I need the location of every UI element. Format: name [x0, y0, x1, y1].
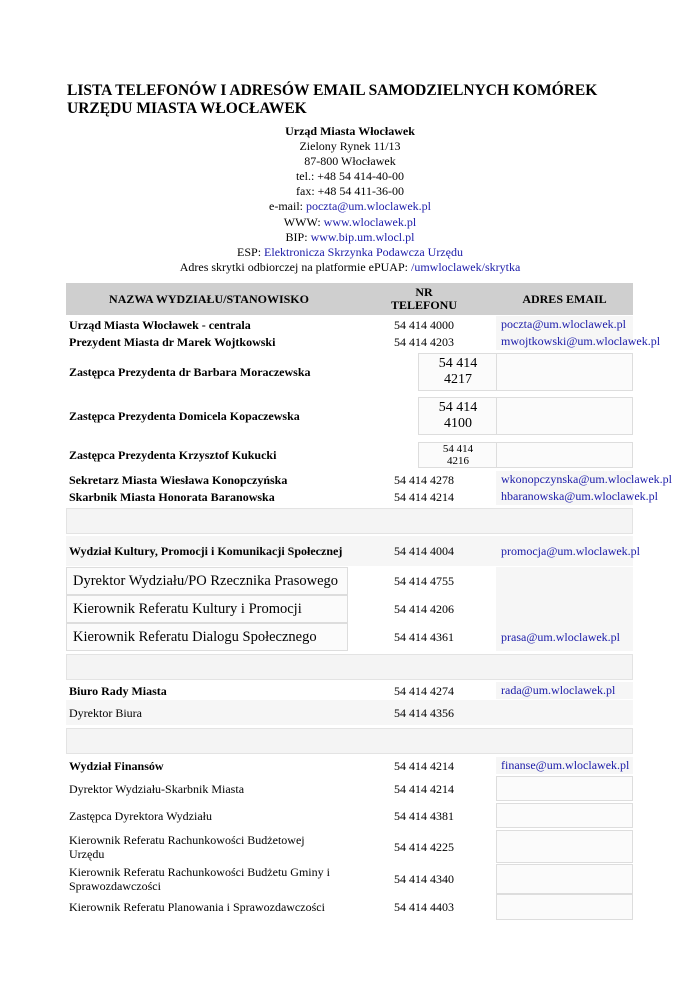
table-row: [66, 894, 633, 920]
row-name: Urząd Miasta Włocławek - centrala: [69, 317, 251, 332]
row-phone: 54 414 4274: [394, 683, 454, 698]
tel: tel.: +48 54 414-40-00: [295, 169, 405, 184]
row-phone: 54 414 4004: [394, 544, 454, 558]
row-name: Zastępca Prezydenta Domicela Kopaczewska: [69, 409, 300, 423]
row-name: Skarbnik Miasta Honorata Baranowska: [69, 489, 275, 504]
row-phone: 54 414 4203: [394, 334, 454, 349]
row-phone: 54 414 4214: [394, 758, 454, 773]
row-email[interactable]: finanse@um.wloclawek.pl: [496, 757, 633, 774]
row-email: [496, 700, 633, 725]
www-line: [0, 215, 700, 230]
row-email: [496, 442, 633, 468]
row-phone: 54 414 4381: [394, 808, 454, 823]
section-spacer: [66, 654, 633, 680]
table-header: [66, 283, 633, 315]
row-phone: [418, 397, 498, 435]
table-row: [66, 700, 633, 725]
row-email: [496, 864, 633, 894]
street: Zielony Rynek 11/13: [299, 139, 401, 154]
row-phone: 54 414 4214: [394, 781, 454, 796]
row-name: Dyrektor Wydziału-Skarbnik Miasta: [69, 781, 245, 796]
row-name: Kierownik Referatu Rachunkowości Budżetowej Urzędu: [69, 832, 305, 861]
table-row: [66, 471, 673, 488]
table-row: [66, 803, 633, 828]
epuap-link[interactable]: /umwloclawek/skrytka: [410, 259, 521, 274]
table-row: [66, 595, 633, 623]
row-email[interactable]: poczta@um.wloclawek.pl: [496, 316, 633, 333]
esp-label: ESP:: [237, 244, 265, 259]
row-email: [496, 830, 633, 863]
row-name: Prezydent Miasta dr Marek Wojtkowski: [69, 334, 276, 349]
row-email: [496, 353, 633, 391]
bip-label: BIP:: [285, 229, 311, 244]
row-phone-text: 54 414 4217: [438, 356, 478, 387]
row-name: Wydział Finansów: [69, 758, 164, 773]
epuap-line: [0, 260, 700, 275]
row-email: [496, 803, 633, 828]
email-link[interactable]: poczta@um.wloclawek.pl: [305, 199, 431, 214]
row-phone: [418, 442, 498, 468]
row-email: [496, 894, 633, 920]
row-phone: 54 414 4403: [394, 900, 454, 914]
row-name: Wydział Kultury, Promocji i Komunikacji Społecznej: [69, 544, 343, 558]
www-link[interactable]: www.wloclawek.pl: [323, 214, 417, 229]
esp-line: [0, 245, 700, 260]
bip-link[interactable]: www.bip.um.wlocl.pl: [310, 229, 415, 244]
col-header-phone: [352, 283, 496, 315]
row-name: Sekretarz Miasta Wiesława Konopczyńska: [69, 472, 288, 487]
row-email: [496, 776, 633, 801]
row-name: Kierownik Referatu Kultury i Promocji: [66, 595, 348, 623]
row-phone: [418, 353, 498, 391]
row-phone: 54 414 4340: [394, 872, 454, 886]
table-row: [66, 830, 633, 863]
org-name: Urząd Miasta Włocławek: [285, 124, 415, 138]
email-label: e-mail:: [269, 199, 306, 214]
www-label: WWW:: [283, 214, 324, 229]
table-row: [66, 623, 633, 651]
contact-header: [0, 124, 700, 275]
col-header-phone-text: NR TELEFONU: [390, 285, 457, 312]
table-row: [66, 776, 633, 801]
row-name: Zastępca Prezydenta dr Barbara Moraczewska: [69, 365, 311, 379]
row-phone: 54 414 4755: [394, 574, 454, 588]
table-row: [66, 316, 633, 333]
row-email[interactable]: rada@um.wloclawek.pl: [496, 682, 633, 699]
col-header-name: NAZWA WYDZIAŁU/STANOWISKO: [109, 292, 309, 306]
city: 87-800 Włocławek: [304, 154, 396, 169]
row-phone-text: 54 414 4100: [438, 400, 478, 431]
row-phone: 54 414 4225: [394, 839, 454, 854]
table-row: [66, 757, 633, 774]
row-name: Dyrektor Biura: [69, 705, 142, 720]
section-spacer: [66, 508, 633, 534]
row-phone: 54 414 4000: [394, 317, 454, 332]
table-row: [66, 864, 633, 894]
table-row: [66, 682, 633, 699]
esp-link[interactable]: Elektronicza Skrzynka Podawcza Urzędu: [264, 244, 463, 259]
row-email: [496, 397, 633, 435]
row-email[interactable]: prasa@um.wloclawek.pl: [496, 623, 633, 651]
row-name: Zastępca Dyrektora Wydziału: [69, 808, 212, 823]
table-row: [66, 333, 661, 350]
row-phone-text: 54 414 4216: [442, 443, 474, 467]
table-row: [66, 488, 659, 505]
row-email[interactable]: hbaranowska@um.wloclawek.pl: [496, 488, 633, 505]
row-phone: 54 414 4214: [394, 489, 454, 504]
table-row: [66, 397, 633, 435]
col-header-email: ADRES EMAIL: [522, 291, 607, 306]
table-row: [66, 442, 633, 468]
row-phone: 54 414 4206: [394, 602, 454, 616]
row-name: Zastępca Prezydenta Krzysztof Kukucki: [69, 448, 277, 462]
row-email[interactable]: promocja@um.wloclawek.pl: [501, 543, 641, 558]
document-title: LISTA TELEFONÓW I ADRESÓW EMAIL SAMODZIELNYCH KOMÓREK URZĘDU MIASTA WŁOCŁAWEK: [67, 82, 598, 117]
row-name: Kierownik Referatu Dialogu Społecznego: [66, 623, 348, 651]
row-name: Kierownik Referatu Rachunkowości Budżetu Gminy i Sprawozdawczości: [69, 865, 330, 893]
row-email: [496, 567, 633, 595]
bip-line: [0, 230, 700, 245]
row-phone: 54 414 4361: [394, 630, 454, 644]
row-email[interactable]: wkonopczynska@um.wloclawek.pl: [496, 471, 633, 488]
row-name: Kierownik Referatu Planowania i Sprawozdawczości: [69, 900, 325, 914]
table-row: [66, 536, 641, 566]
row-email[interactable]: mwojtkowski@um.wloclawek.pl: [496, 333, 633, 350]
row-email: [496, 595, 633, 623]
section-spacer: [66, 728, 633, 754]
row-name: Dyrektor Wydziału/PO Rzecznika Prasowego: [66, 567, 348, 595]
table-row: [66, 353, 633, 391]
email-line: [0, 199, 700, 214]
row-name: Biuro Rady Miasta: [69, 683, 167, 698]
fax: fax: +48 54 411-36-00: [296, 184, 404, 199]
row-phone: 54 414 4278: [394, 472, 454, 487]
table-row: [66, 567, 633, 595]
row-phone: 54 414 4356: [394, 705, 454, 720]
epuap-label: Adres skrytki odbiorczej na platformie ePUAP:: [179, 259, 411, 274]
